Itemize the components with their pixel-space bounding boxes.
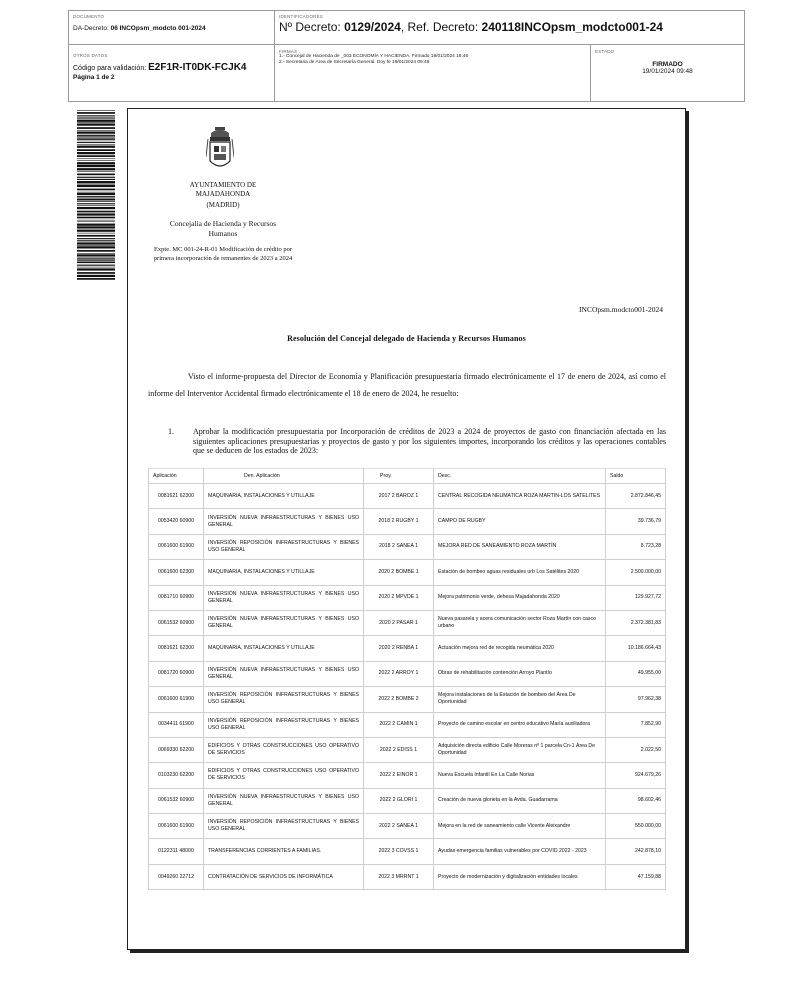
- saldo-cell: 10.186.664,43: [606, 636, 666, 661]
- barcode-bar: [77, 192, 115, 193]
- barcode-bar: [77, 112, 115, 114]
- barcode-bar: [77, 254, 115, 256]
- page-number: Página 1 de 2: [73, 74, 115, 81]
- validation-code: E2F1R-IT0DK-FCJK4: [148, 62, 247, 73]
- table-row: [149, 763, 666, 788]
- barcode-bar: [77, 201, 115, 202]
- barcode-bar: [77, 253, 115, 254]
- den-aplicacion-cell: INVERSIÓN NUEVA INFRAESTRUCTURAS Y BIENES USO GENERAL: [204, 585, 364, 610]
- barcode-image: [77, 110, 115, 280]
- documento-name: 06 INCOpsm_modcto 001-2024: [110, 25, 206, 32]
- proyecto-cell: 2020 2 RENBA 1: [364, 636, 434, 661]
- saldo-cell: 39.736,79: [606, 509, 666, 534]
- barcode-bar: [77, 268, 115, 270]
- table-row: [149, 636, 666, 661]
- barcode-bar: [77, 278, 115, 280]
- descripcion-cell: Obras de rehabilitación contención Arroyo Plantío: [434, 661, 606, 686]
- aplicacion-cell: 0103230 62200: [149, 763, 204, 788]
- den-aplicacion-cell: MAQUINARIA, INSTALACIONES Y UTILLAJE: [204, 636, 364, 661]
- documento-label: DOCUMENTO: [73, 14, 105, 19]
- descripcion-cell: Proyecto de camino escolar en centro educativo María auxiliadora: [434, 712, 606, 737]
- proyecto-cell: 2022 2 BOMBE 2: [364, 687, 434, 712]
- barcode-bar: [77, 193, 115, 195]
- table-row: [149, 737, 666, 762]
- ayuntamiento-name: [148, 181, 298, 210]
- barcode-bar: [77, 171, 115, 172]
- resolution-item-1: [168, 427, 666, 456]
- document-header: [68, 10, 745, 102]
- barcode-bar: [77, 240, 115, 241]
- proyecto-cell: 2018 2 RUGBY 1: [364, 509, 434, 534]
- barcode-bar: [77, 217, 115, 219]
- barcode-bar: [77, 267, 115, 268]
- barcode-bar: [77, 262, 115, 263]
- den-aplicacion-cell: CONTRATACIÓN DE SERVICIOS DE INFORMÁTICA: [204, 864, 364, 889]
- saldo-cell: 98.602,46: [606, 788, 666, 813]
- expediente-text: Expte. MC 001-24-R-01 Modificación de crédito por primera incorporación de remanentes de 2023 a 2024: [153, 246, 293, 262]
- otros-datos-label: OTROS DATOS: [73, 53, 108, 58]
- proyecto-cell: 2022 2 GLORI 1: [364, 788, 434, 813]
- proyecto-cell: 2020 2 BOMBE 1: [364, 560, 434, 585]
- barcode-bar: [77, 130, 115, 131]
- budget-table: [148, 468, 666, 890]
- table-row: [149, 610, 666, 635]
- aplicacion-cell: 0081710 60900: [149, 585, 204, 610]
- firma-1: 1.- Concejal de Hacienda de _003 ECONOMÍA Y HACIENDA. Firmado 18/01/2024 18:46: [279, 54, 469, 59]
- barcode-bar: [77, 185, 115, 187]
- header-saldo: Saldo: [606, 469, 666, 484]
- table-row: [149, 585, 666, 610]
- barcode-bar: [77, 198, 115, 199]
- table-row: [149, 687, 666, 712]
- coat-of-arms-icon: [206, 127, 234, 173]
- estado-cell: [591, 45, 744, 101]
- estado-date: 19/01/2024 09:48: [642, 68, 693, 75]
- identificadores-cell: [275, 11, 744, 45]
- proyecto-cell: 2022 2 ARROY 1: [364, 661, 434, 686]
- proyecto-cell: 2022 2 CAMIN 1: [364, 712, 434, 737]
- barcode-bar: [77, 265, 115, 266]
- den-aplicacion-cell: INVERSIÓN REPOSICIÓN INFRAESTRUCTURAS Y BIENES USO GENERAL: [204, 534, 364, 559]
- proyecto-cell: 2018 2 SANEA 1: [364, 534, 434, 559]
- den-aplicacion-cell: EDIFICIOS Y OTRAS CONSTRUCCIONES USO OPERATIVO DE SERVICIOS: [204, 763, 364, 788]
- barcode-bar: [77, 127, 115, 129]
- barcode-bar: [77, 136, 115, 137]
- proyecto-cell: 2022 3 MRRNT 1: [364, 864, 434, 889]
- barcode-bar: [77, 213, 115, 215]
- item-number: 1.: [168, 427, 174, 436]
- descripcion-cell: Creación de nueva glorieta en la Avda. Guadarrama: [434, 788, 606, 813]
- table-row: [149, 534, 666, 559]
- descripcion-cell: Estación de bombeo aguas residuales urb Los Satélites 2020: [434, 560, 606, 585]
- saldo-cell: 550.000,00: [606, 814, 666, 839]
- ayuntamiento-line-2: MAJADAHONDA: [195, 190, 251, 198]
- table-row: [149, 839, 666, 864]
- table-row: [149, 712, 666, 737]
- barcode-bar: [77, 146, 115, 148]
- barcode-bar: [77, 144, 115, 145]
- saldo-cell: 2.022,50: [606, 737, 666, 762]
- barcode-bar: [77, 245, 115, 246]
- aplicacion-cell: 0034411 61900: [149, 712, 204, 737]
- barcode-bar: [77, 149, 115, 151]
- barcode-bar: [77, 115, 115, 116]
- barcode-bar: [77, 238, 115, 239]
- barcode-bar: [77, 203, 115, 204]
- den-aplicacion-cell: MAQUINARIA, INSTALACIONES Y UTILLAJE: [204, 484, 364, 509]
- estado-label: ESTADO: [595, 49, 615, 54]
- saldo-cell: 97.962,38: [606, 687, 666, 712]
- validation-prefix: Código para validación:: [73, 65, 147, 72]
- saldo-cell: 49.955,00: [606, 661, 666, 686]
- descripcion-cell: CAMPO DE RUGBY: [434, 509, 606, 534]
- aplicacion-cell: 0081720 60900: [149, 661, 204, 686]
- barcode-bar: [77, 122, 115, 123]
- identificadores-label: IDENTIFICADORES: [279, 14, 324, 19]
- table-row: [149, 814, 666, 839]
- barcode-bar: [77, 120, 115, 122]
- saldo-cell: 2.500.000,00: [606, 560, 666, 585]
- aplicacion-cell: 0061600 62300: [149, 560, 204, 585]
- barcode-bar: [77, 177, 115, 178]
- proyecto-cell: 2020 2 PASAR 1: [364, 610, 434, 635]
- aplicacion-cell: 0069330 62200: [149, 737, 204, 762]
- den-aplicacion-cell: INVERSIÓN NUEVA INFRAESTRUCTURAS Y BIENES USO GENERAL: [204, 509, 364, 534]
- barcode-bar: [77, 110, 115, 111]
- descripcion-cell: Adquisición directa edificio Calle Moreras nº 1 parcela Cn-1 Área De Oportunidad: [434, 737, 606, 762]
- barcode-bar: [77, 168, 115, 170]
- table-row: [149, 484, 666, 509]
- barcode-bar: [77, 272, 115, 274]
- barcode-bar: [77, 230, 115, 232]
- barcode-bar: [77, 207, 115, 209]
- table-header-row: [149, 469, 666, 484]
- den-aplicacion-cell: EDIFICIOS Y OTRAS CONSTRUCCIONES USO OPERATIVO DE SERVICIOS: [204, 737, 364, 762]
- validation-line: [73, 62, 270, 73]
- barcode-bar: [77, 220, 115, 221]
- header-proy: Proy.: [364, 469, 434, 484]
- descripcion-cell: CENTRAL RECOGIDA NEUMATICA ROZA MARTIN-LOS SATELITES: [434, 484, 606, 509]
- barcode-bar: [77, 138, 115, 139]
- saldo-cell: 2.872.846,45: [606, 484, 666, 509]
- aplicacion-cell: 0081621 62300: [149, 636, 204, 661]
- saldo-cell: 8.723,28: [606, 534, 666, 559]
- table-row: [149, 864, 666, 889]
- den-aplicacion-cell: MAQUINARIA, INSTALACIONES Y UTILLAJE: [204, 560, 364, 585]
- saldo-cell: 242.878,10: [606, 839, 666, 864]
- barcode-bar: [77, 250, 115, 252]
- estado-value: FIRMADO: [652, 61, 683, 68]
- barcode-bar: [77, 275, 115, 277]
- barcode-bar: [77, 260, 115, 261]
- den-aplicacion-cell: INVERSIÓN NUEVA INFRAESTRUCTURAS Y BIENES USO GENERAL: [204, 788, 364, 813]
- descripcion-cell: Ayudas emergencia familias vulnerables por COVID 2022 - 2023: [434, 839, 606, 864]
- descripcion-cell: Nueva Escuela Infantil En La Calle Norias: [434, 763, 606, 788]
- barcode-bar: [77, 179, 115, 180]
- descripcion-cell: Actuación mejora red de recogida neumática 2020: [434, 636, 606, 661]
- barcode-bar: [77, 160, 115, 161]
- barcode-bar: [77, 233, 115, 234]
- descripcion-cell: Mejora patrimonio verde, dehesa Majadahonda 2020: [434, 585, 606, 610]
- barcode-bar: [77, 181, 115, 183]
- barcode-bar: [77, 139, 115, 140]
- barcode-bar: [77, 246, 115, 248]
- proyecto-cell: 2022 3 COVSS 1: [364, 839, 434, 864]
- saldo-cell: 47.159,88: [606, 864, 666, 889]
- identificadores-value: [279, 20, 740, 34]
- decreto-number: 0129/2024: [344, 20, 401, 34]
- aplicacion-cell: 0061532 60900: [149, 788, 204, 813]
- aplicacion-cell: 0061532 60900: [149, 610, 204, 635]
- descripcion-cell: Nueva pasarela y acera comunicación sector Roza Martín con casco urbano: [434, 610, 606, 635]
- descripcion-cell: Mejora instalaciones de la Estación de bombeo del Área De Oportunidad: [434, 687, 606, 712]
- table-row: [149, 509, 666, 534]
- barcode-bar: [77, 155, 115, 157]
- firma-2: 2.- Secretaria de Area de Secretaría General. Doy fe 19/01/2024 09:48: [279, 60, 430, 65]
- barcode-bar: [77, 226, 115, 228]
- ayuntamiento-line-3: (MADRID): [206, 201, 240, 209]
- aplicacion-cell: 0049260 22712: [149, 864, 204, 889]
- item-text: Aprobar la modificación presupuestaria por Incorporación de créditos de 2023 a 2024 de proyectos de gasto con financiación afectada en las siguientes aplicaciones presupuestarias y proyectos de gasto y por los siguientes importes, incorporando los créditos y las operaciones contables que se deducen de los estados de 2023:: [193, 427, 666, 455]
- descripcion-cell: Proyecto de modernización y digitalización entidades locales: [434, 864, 606, 889]
- den-aplicacion-cell: INVERSIÓN REPOSICIÓN INFRAESTRUCTURAS Y BIENES USO GENERAL: [204, 712, 364, 737]
- table-row: [149, 788, 666, 813]
- saldo-cell: 129.927,72: [606, 585, 666, 610]
- barcode-bar: [77, 196, 115, 197]
- proyecto-cell: 2022 2 EINOR 1: [364, 763, 434, 788]
- barcode-bar: [77, 259, 115, 260]
- descripcion-cell: Mejora en la red de saneamiento calle Vicente Aleixandre: [434, 814, 606, 839]
- concejalia-name: Concejalía de Hacienda y Recursos Humanos: [169, 219, 277, 238]
- ref-decreto: 240118INCOpsm_modcto001-24: [481, 20, 663, 34]
- barcode-bar: [77, 221, 115, 222]
- barcode-bar: [77, 184, 115, 185]
- barcode-bar: [77, 152, 115, 154]
- document-page: [127, 108, 686, 950]
- aplicacion-cell: 0053420 60900: [149, 509, 204, 534]
- barcode-bar: [77, 189, 115, 191]
- resolution-title: Resolución del Concejal delegado de Hacienda y Recursos Humanos: [287, 334, 526, 343]
- barcode-bar: [77, 205, 115, 206]
- header-den-aplicacion: Den. Aplicación: [204, 469, 364, 484]
- proyecto-cell: 2022 2 EDISS 1: [364, 737, 434, 762]
- documento-prefix: DA-Decreto:: [73, 25, 109, 32]
- saldo-cell: 2.372.381,83: [606, 610, 666, 635]
- proyecto-cell: 2020 2 MPVDE 1: [364, 585, 434, 610]
- barcode-bar: [77, 199, 115, 200]
- barcode-bar: [77, 117, 115, 118]
- barcode-bar: [77, 258, 115, 259]
- barcode-bar: [77, 165, 115, 167]
- header-desc: Desc.: [434, 469, 606, 484]
- firmas-label: FIRMAS: [279, 49, 298, 54]
- documento-cell: [69, 11, 275, 45]
- decreto-prefix: Nº Decreto:: [279, 20, 341, 34]
- den-aplicacion-cell: INVERSIÓN NUEVA INFRAESTRUCTURAS Y BIENES USO GENERAL: [204, 661, 364, 686]
- barcode-bar: [77, 158, 115, 159]
- barcode-bar: [77, 142, 115, 143]
- den-aplicacion-cell: TRANSFERENCIAS CORRIENTES A FAMILIAS.: [204, 839, 364, 864]
- aplicacion-cell: 0061600 61900: [149, 534, 204, 559]
- saldo-cell: 7.852,90: [606, 712, 666, 737]
- saldo-cell: 924.679,26: [606, 763, 666, 788]
- aplicacion-cell: 0061600 61900: [149, 814, 204, 839]
- den-aplicacion-cell: INVERSIÓN NUEVA INFRAESTRUCTURAS Y BIENES USO GENERAL: [204, 610, 364, 635]
- ref-prefix: , Ref. Decreto:: [400, 20, 479, 34]
- barcode-bar: [77, 224, 115, 226]
- header-aplicacion: Aplicación: [149, 469, 204, 484]
- aplicacion-cell: 0122311 48000: [149, 839, 204, 864]
- proyecto-cell: 2022 2 SANEA 1: [364, 814, 434, 839]
- firmas-cell: [275, 45, 591, 101]
- document-reference: INCOpsm.modcto001-2024: [579, 305, 663, 314]
- aplicacion-cell: 0081621 62300: [149, 484, 204, 509]
- barcode-bar: [77, 211, 115, 213]
- den-aplicacion-cell: INVERSIÓN REPOSICIÓN INFRAESTRUCTURAS Y BIENES USO GENERAL: [204, 814, 364, 839]
- aplicacion-cell: 0061600 61900: [149, 687, 204, 712]
- barcode-bar: [77, 242, 115, 244]
- intro-paragraph: Visto el informe-propuesta del Director de Economía y Planificación presupuestaria firmado electrónicamente el 17 de enero de 2024, así como el informe del Interventor Accidental firmado electrónicamente el 18 de enero de 2024, he resuelto:: [148, 372, 666, 398]
- otros-datos-cell: [69, 45, 275, 101]
- ayuntamiento-line-1: AYUNTAMIENTO DE: [189, 181, 257, 189]
- documento-value: [73, 25, 270, 32]
- table-row: [149, 661, 666, 686]
- barcode-bar: [77, 123, 115, 125]
- barcode-bar: [77, 235, 115, 237]
- barcode-bar: [77, 135, 115, 136]
- barcode-bar: [77, 162, 115, 164]
- table-row: [149, 560, 666, 585]
- descripcion-cell: MEJORA RED DE SANEAMIENTO ROZA MARTÍN: [434, 534, 606, 559]
- proyecto-cell: 2017 2 BAROZ 1: [364, 484, 434, 509]
- barcode-bar: [77, 174, 115, 176]
- barcode-bar: [77, 132, 115, 134]
- den-aplicacion-cell: INVERSIÓN REPOSICIÓN INFRAESTRUCTURAS Y BIENES USO GENERAL: [204, 687, 364, 712]
